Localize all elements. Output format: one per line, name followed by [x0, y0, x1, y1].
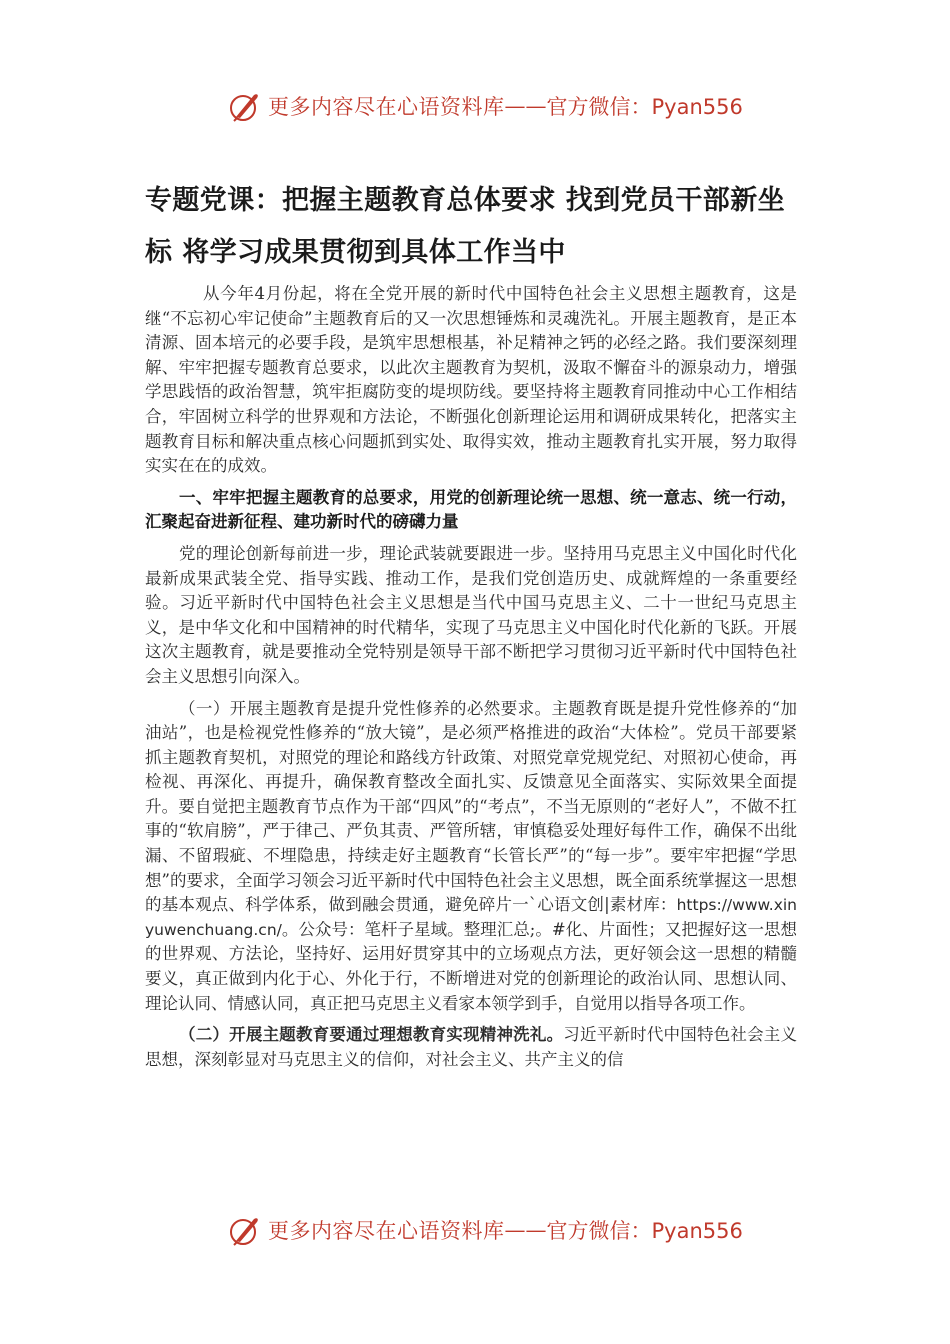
banner-wechat-id: 官方微信：Pyan556 — [546, 1219, 743, 1243]
footer-banner — [228, 1210, 743, 1250]
paragraph-3-lead: （二）开展主题教育要通过理想教育实现精神洗礼。 — [179, 1025, 564, 1045]
banner-separator: —— — [504, 1218, 547, 1242]
intro-paragraph: 从今年4月份起，将在全党开展的新时代中国特色社会主义思想主题教育，这是继“不忘初心牢记使命”主题教育后的又一次思想锤炼和灵魂洗礼。开展主题教育，是正本清源、固本培元的必要手段，是筑牢思想根基，补足精神之钙的必经之路。我们要深刻理解、牢牢把握专题教育总要求，以此次主题教育为契机，汲取不懈奋斗的源泉动力，增强学思践悟的政治智慧，筑牢拒腐防变的堤坝防线。要坚持将主题教育同推动中心工作相结合，牢固树立科学的世界观和方法论，不断强化创新理论运用和调研成果转化，把落实主题教育目标和解决重点核心问题抓到实处、取得实效，推动主题教育扎实开展，努力取得实实在在的成效。 — [145, 284, 797, 476]
banner-title: 更多内容尽在心语资料库 — [268, 95, 505, 119]
header-banner — [228, 86, 743, 126]
document-title: 专题党课：把握主题教育总体要求 找到党员干部新坐标 将学习成果贯彻到具体工作当中 — [145, 185, 785, 268]
section-heading-1: 一、牢牢把握主题教育的总要求，用党的创新理论统一思想、统一意志、统一行动，汇聚起奋进新征程、建功新时代的磅礴力量 — [145, 487, 797, 532]
banner-separator: —— — [504, 94, 547, 118]
banner-wechat-id: 官方微信：Pyan556 — [546, 95, 743, 119]
paragraph-2-text-a: （一）开展主题教育是提升党性修养的必然要求。主题教育既是提升党性修养的“加油站”，也是检视党性修养的“放大镜”，是必须严格推进的政治“大体检”。党员干部要紧抓主题教育契机，对照党的理论和路线方针政策、对照党章党规党纪、对照初心使命，再检视、再深化、再提升，确保教育整改全面扎实、反馈意见全面落实、实际效果全面提升。要自觉把主题教育节点作为干部“四风”的“考点”，不当无原则的“老好人”，不做不扛事的“软肩膀”，严于律己、严负其责、严管所辖，审慎稳妥处理好每件工作，确保不出纰漏、不留瑕疵、不埋隐患，持续走好主题教育“长管长严”的“每一步”。要牢牢把握“学思想”的要求，全面学习领会习近平新时代中国特色社会主义思想，既全面系统掌握这一思想的基本观点、科学体系，做到融会贯通，避免碎片一`心语文创|素材库： — [145, 698, 797, 915]
paragraph-3-text: 习近平新时代中国特色社会主义思想，深刻彰显对马克思主义的信仰，对社会主义、共产主义的信 — [145, 1025, 798, 1069]
document-body — [145, 282, 797, 1079]
paragraph-2-text-b: 。公众号：笔杆子星域。整理汇总;。#化、片面性；又把握好这一思想的世界观、方法论，坚持好、运用好贯穿其中的立场观点方法，更好领会这一思想的精髓要义，真正做到内化于心、外化于行，不断增进对党的创新理论的政治认同、思想认同、理论认同、情感认同，真正把马克思主义看家本领学到手，自觉用以指导各项工作。 — [145, 919, 797, 1013]
paragraph-1: 党的理论创新每前进一步，理论武装就要跟进一步。坚持用马克思主义中国化时代化最新成果武装全党、指导实践、推动工作，是我们党创造历史、成就辉煌的一条重要经验。习近平新时代中国特色社会主义思想是当代中国马克思主义、二十一世纪马克思主义，是中华文化和中国精神的时代精华，实现了马克思主义中国化时代化新的飞跃。开展这次主题教育，就是要推动全党特别是领导干部不断把学习贯彻习近平新时代中国特色社会主义思想引向深入。 — [145, 543, 797, 686]
paragraph-3 — [145, 1023, 797, 1072]
quill-pen-circle-logo-icon — [228, 89, 262, 123]
quill-pen-circle-logo-icon — [228, 1213, 262, 1247]
banner-title: 更多内容尽在心语资料库 — [268, 1219, 505, 1243]
paragraph-2 — [145, 697, 797, 1017]
source-url-link[interactable]: https://www.xinyuwenchuang.cn/ — [145, 896, 797, 939]
